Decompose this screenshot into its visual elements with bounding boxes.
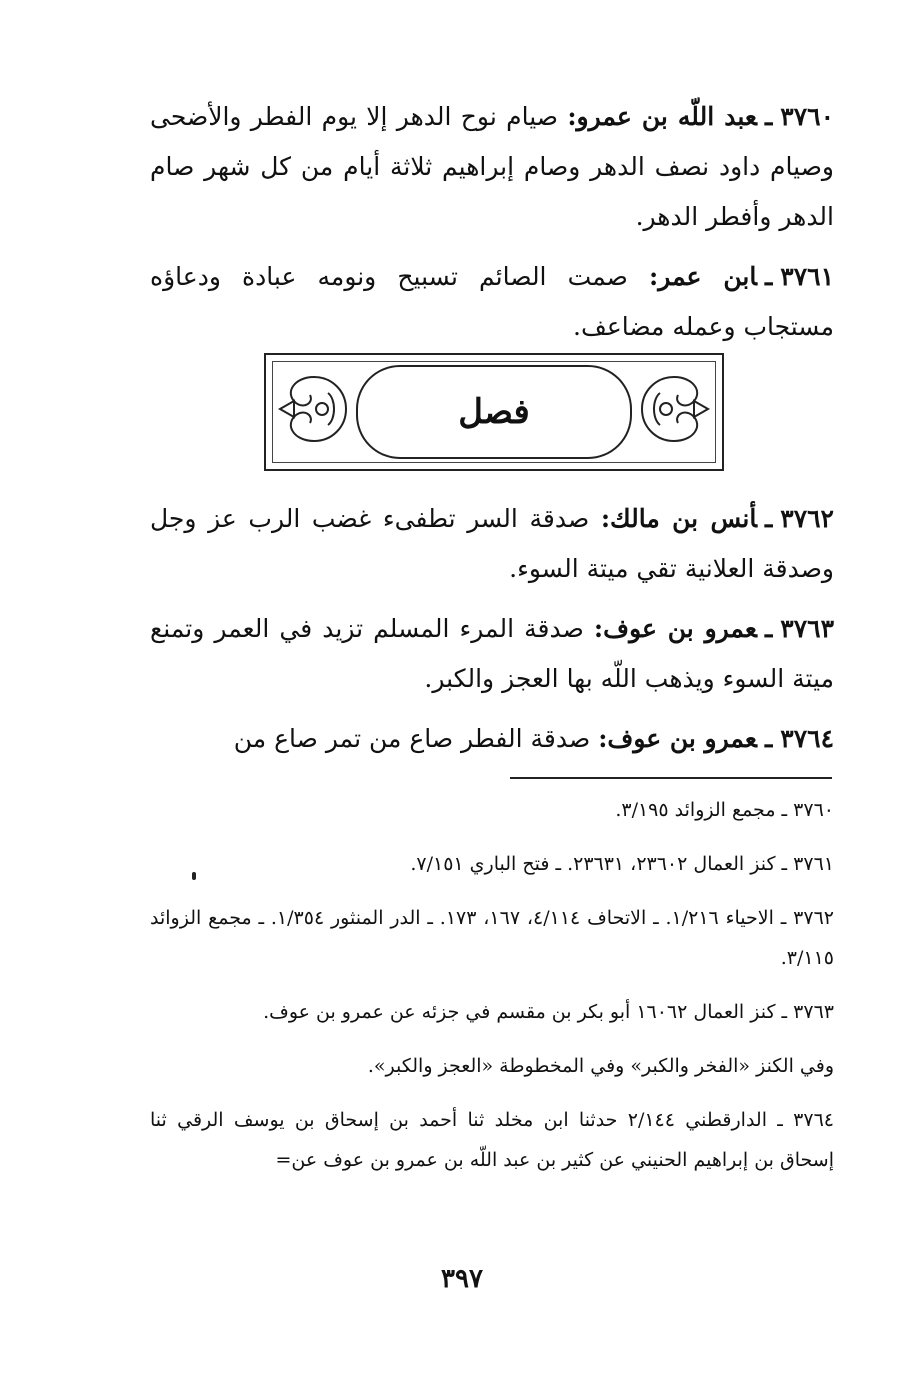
footnote-number: ٣٧٦٤ — [793, 1109, 834, 1131]
footnote-number: ٣٧٦١ — [793, 853, 834, 875]
footnote-number: ٣٧٦٠ — [793, 799, 834, 821]
footnote-dash: ـ — [777, 1109, 783, 1131]
footnote-3761 — [150, 844, 834, 884]
entry-text: صدقة السر تطفىء غضب الرب عز وجل وصدقة العلانية تقي ميتة السوء. — [150, 504, 834, 583]
footnote-dash: ـ — [781, 1001, 788, 1023]
main-text — [150, 92, 834, 362]
entry-number: ٣٧٦١ — [780, 262, 834, 291]
entry-3761 — [150, 252, 834, 352]
entry-dash: ـ — [764, 504, 773, 533]
arabesque-ornament-icon — [274, 369, 354, 449]
arabesque-ornament-icon — [634, 369, 714, 449]
entry-dash: ـ — [764, 262, 773, 291]
entry-3764 — [150, 714, 834, 764]
footnote-number: ٣٧٦٢ — [793, 907, 834, 929]
footnote-3764 — [150, 1100, 834, 1180]
entry-dash: ـ — [764, 724, 773, 753]
footnote-dash: ـ — [780, 907, 787, 929]
section-title: فصل — [356, 365, 632, 459]
entry-number: ٣٧٦٣ — [780, 614, 834, 643]
entry-3763 — [150, 604, 834, 704]
entry-number: ٣٧٦٢ — [780, 504, 834, 533]
ink-speck — [192, 872, 196, 880]
entry-number: ٣٧٦٤ — [780, 724, 834, 753]
narrator-name: عبد اللّه بن عمرو: — [567, 102, 757, 131]
narrator-name: عمرو بن عوف: — [593, 614, 757, 643]
entry-dash: ـ — [764, 102, 773, 131]
entry-text: صدقة الفطر صاع من تمر صاع من — [233, 724, 591, 753]
footnote-text: مجمع الزوائد ٣/١٩٥. — [615, 799, 776, 821]
footnote-text: الاحياء ١/٢١٦. ـ الاتحاف ٤/١١٤، ١٦٧، ١٧٣. ـ الدر المنثور ١/٣٥٤. ـ مجمع الزوائد ٣/١١٥. — [150, 907, 834, 969]
footnote-number: ٣٧٦٣ — [793, 1001, 834, 1023]
footnote-3760 — [150, 790, 834, 830]
section-heading-frame — [264, 353, 724, 471]
footnote-text: كنز العمال ٢٣٦٠٢، ٢٣٦٣١. ـ فتح الباري ٧/١٥١. — [410, 853, 776, 875]
footnote-dash: ـ — [781, 853, 788, 875]
footnote-3763 — [150, 992, 834, 1032]
footnote-text: كنز العمال ١٦٠٦٢ أبو بكر بن مقسم في جزئه عن عمرو بن عوف. — [263, 1001, 776, 1023]
entry-text: صمت الصائم تسبيح ونومه عبادة ودعاؤه مستجاب وعمله مضاعف. — [150, 262, 834, 341]
narrator-name: ابن عمر: — [649, 262, 757, 291]
entry-number: ٣٧٦٠ — [780, 102, 834, 131]
footnote-dash: ـ — [781, 799, 788, 821]
entry-3762 — [150, 494, 834, 594]
entry-text: صيام نوح الدهر إلا يوم الفطر والأضحى وصيام داود نصف الدهر وصام إبراهيم ثلاثة أيام من كل شهر صام الدهر وأفطر الدهر. — [150, 102, 834, 231]
footnote-3762 — [150, 898, 834, 978]
entry-dash: ـ — [764, 614, 773, 643]
page-number: ٣٩٧ — [441, 1264, 483, 1294]
narrator-name: أنس بن مالك: — [600, 504, 757, 533]
entry-3760 — [150, 92, 834, 242]
entry-text: صدقة المرء المسلم تزيد في العمر وتمنع ميتة السوء ويذهب اللّه بها العجز والكبر. — [150, 614, 834, 693]
narrator-name: عمرو بن عوف: — [598, 724, 757, 753]
footnote-text: الدارقطني ٢/١٤٤ حدثنا ابن مخلد ثنا أحمد بن إسحاق بن يوسف الرقي ثنا إسحاق بن إبراهيم الحنيني عن كثير بن عبد اللّه بن عمرو بن عوف عن= — [150, 1109, 834, 1171]
footnote-separator — [510, 777, 832, 779]
footnote-text: وفي الكنز «الفخر والكبر» وفي المخطوطة «العجز والكبر». — [367, 1055, 834, 1077]
footnote-note — [150, 1046, 834, 1086]
footnotes — [150, 790, 834, 1194]
main-text-continued — [150, 494, 834, 774]
